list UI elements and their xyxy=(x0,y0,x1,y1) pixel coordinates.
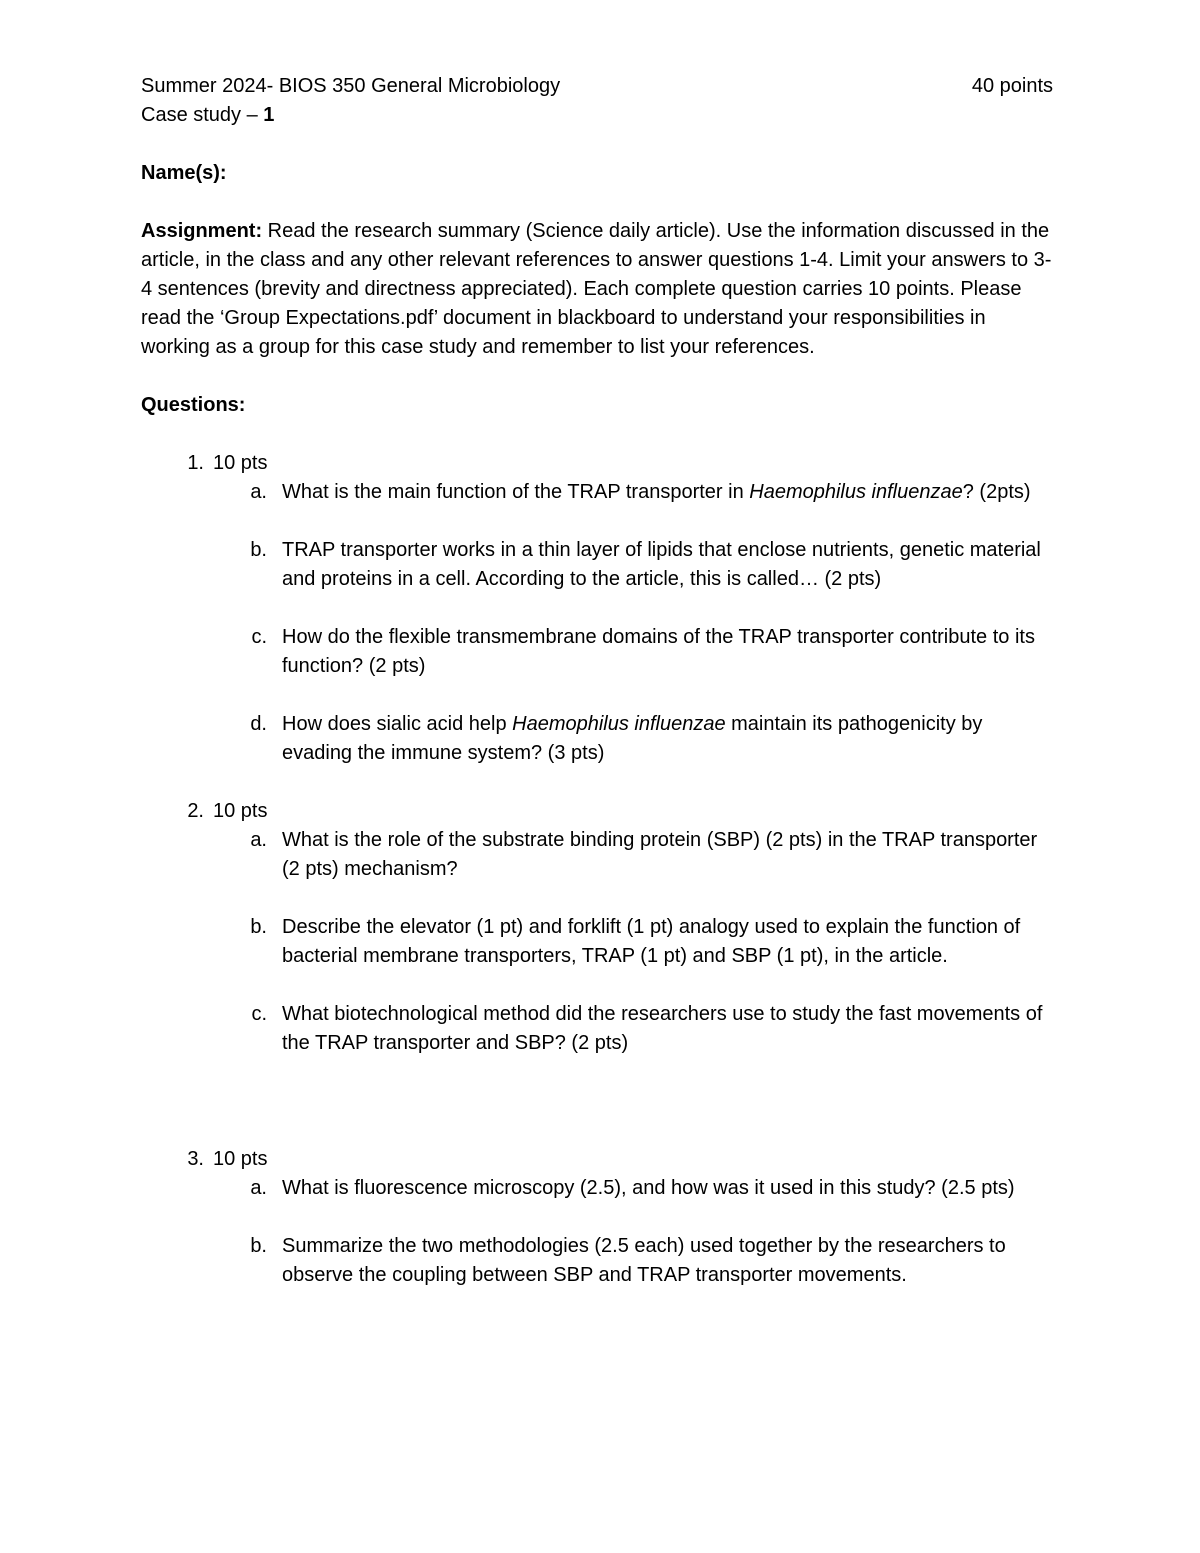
sub-question-letter: c. xyxy=(251,1003,267,1025)
sub-question xyxy=(141,1174,1053,1203)
sub-question xyxy=(141,710,1053,768)
assignment-text: Read the research summary (Science daily article). Use the information discussed in the article, in the class and any other relevant references to answer questions 1-4. Limit your answers to 3-4 sentences (brevity and directness appreciated). Each complete question carries 10 points. Please read the ‘Group Expectations.pdf’ document in blackboard to understand your responsibilities in working as a group for this case study and remember to list your references. xyxy=(141,220,1052,358)
case-study-line xyxy=(141,101,1053,130)
sub-question-letter: a. xyxy=(250,829,267,851)
case-study-number: 1 xyxy=(263,104,275,126)
sub-question xyxy=(141,913,1053,971)
sub-question xyxy=(141,623,1053,681)
sub-question-text: TRAP transporter works in a thin layer of lipids that enclose nutrients, genetic material and proteins in a cell. According to the article, this is called… (2 pts) xyxy=(282,539,1041,590)
questions-label: Questions: xyxy=(141,394,246,416)
sub-question-text: What is the main function of the TRAP transporter in xyxy=(282,481,750,503)
question-number: 3. xyxy=(187,1148,204,1170)
sub-question-letter: b. xyxy=(250,916,267,938)
sub-question-letter: b. xyxy=(250,1235,267,1257)
document-page xyxy=(141,72,1053,1290)
question-heading xyxy=(141,1145,1053,1174)
question-number: 2. xyxy=(187,800,204,822)
document-header xyxy=(141,72,1053,101)
total-points: 40 points xyxy=(971,75,1053,97)
question-points: 10 pts xyxy=(213,1148,268,1170)
question-1 xyxy=(141,449,1053,768)
sub-question-text: What biotechnological method did the researchers use to study the fast movements of the TRAP transporter and SBP? (2 pts) xyxy=(282,1003,1043,1054)
question-points: 10 pts xyxy=(213,800,268,822)
sub-question-letter: c. xyxy=(251,626,267,648)
species-name: Haemophilus influenzae xyxy=(749,481,963,503)
sub-question-letter: a. xyxy=(250,1177,267,1199)
names-label: Name(s): xyxy=(141,162,227,184)
assignment-label: Assignment: xyxy=(141,220,263,242)
species-name: Haemophilus influenzae xyxy=(512,713,726,735)
course-title: Summer 2024- BIOS 350 General Microbiology xyxy=(141,75,561,97)
sub-question xyxy=(141,826,1053,884)
question-3 xyxy=(141,1145,1053,1290)
sub-question-letter: d. xyxy=(250,713,267,735)
question-heading xyxy=(141,797,1053,826)
question-heading xyxy=(141,449,1053,478)
sub-question-text-end: maintain its pathogenicity by evading the immune system? (3 pts) xyxy=(282,713,983,764)
sub-question-text: Describe the elevator (1 pt) and forklift (1 pt) analogy used to explain the function of bacterial membrane transporters, TRAP (1 pt) and SBP (1 pt), in the article. xyxy=(282,916,1021,967)
question-2 xyxy=(141,797,1053,1058)
case-study-prefix: Case study – xyxy=(141,104,264,126)
sub-question xyxy=(141,478,1053,507)
question-points: 10 pts xyxy=(213,452,268,474)
sub-question-text: What is fluorescence microscopy (2.5), and how was it used in this study? (2.5 pts) xyxy=(282,1177,1015,1199)
sub-question-text: How does sialic acid help xyxy=(282,713,513,735)
assignment-paragraph xyxy=(141,217,1053,362)
sub-question-letter: a. xyxy=(250,481,267,503)
question-number: 1. xyxy=(187,452,204,474)
sub-question-letter: b. xyxy=(250,539,267,561)
sub-question-text: How do the flexible transmembrane domains of the TRAP transporter contribute to its function? (2 pts) xyxy=(282,626,1035,677)
sub-question xyxy=(141,1232,1053,1290)
sub-question xyxy=(141,1000,1053,1058)
sub-question-text: What is the role of the substrate binding protein (SBP) (2 pts) in the TRAP transporter (2 pts) mechanism? xyxy=(282,829,1038,880)
sub-question xyxy=(141,536,1053,594)
sub-question-text: Summarize the two methodologies (2.5 each) used together by the researchers to observe the coupling between SBP and TRAP transporter movements. xyxy=(282,1235,1006,1286)
sub-question-text-end: ? (2pts) xyxy=(962,481,1031,503)
